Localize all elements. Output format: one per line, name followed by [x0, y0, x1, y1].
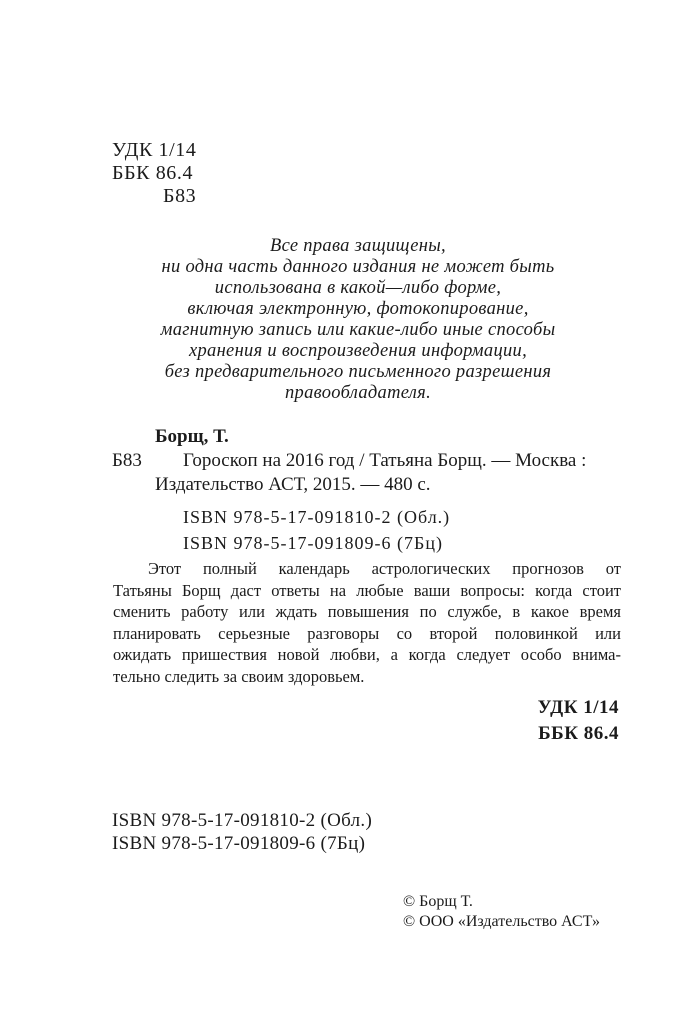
isbn-line: ISBN 978-5-17-091809-6 (7Бц): [183, 533, 443, 553]
rights-notice-line: включая электронную, фотокопирование,: [187, 299, 529, 319]
bibliographic-entry: [0, 425, 691, 497]
catalog-codes-right: [538, 695, 619, 747]
annotation-line: тельно следить за своим здоровьем.: [113, 666, 365, 686]
annotation-line: Этот полный календарь астрологических прогнозов от: [148, 559, 621, 578]
copyright-line: © Борщ Т.: [403, 893, 473, 910]
isbn-main-block: [112, 809, 372, 855]
rights-notice-line: правообладателя.: [285, 383, 431, 403]
top-catalog-codes: [112, 139, 196, 208]
catalog-title-line: Гороскоп на 2016 год / Татьяна Борщ. — Москва :: [183, 450, 587, 471]
catalog-author-sign-code: Б83: [112, 450, 142, 471]
annotation-line: сменить работу или ждать повышения по службе, в какое время: [113, 602, 621, 621]
copyright-line: © ООО «Издательство АСТ»: [403, 913, 600, 930]
rights-notice-line: без предварительного письменного разрешения: [164, 362, 552, 382]
bbk-code-right: ББК 86.4: [538, 723, 619, 744]
isbn-line: ISBN 978-5-17-091810-2 (Обл.): [183, 507, 451, 527]
bbk-code-top: ББК 86.4: [112, 162, 194, 184]
isbn-line: ISBN 978-5-17-091809-6 (7Бц): [112, 833, 366, 854]
annotation-line: ожидать пришествия новой любви, а когда следует особо внима-: [113, 645, 621, 664]
udk-code-right: УДК 1/14: [537, 697, 619, 718]
annotation-paragraph: [113, 558, 621, 687]
catalog-author: Борщ, Т.: [155, 426, 229, 447]
rights-notice-line: хранения и воспроизведения информации,: [188, 341, 528, 361]
rights-notice-line: Все права защищены,: [270, 236, 446, 256]
isbn-line: ISBN 978-5-17-091810-2 (Обл.): [112, 810, 373, 831]
udk-code-top: УДК 1/14: [112, 139, 197, 161]
catalog-title-row: [0, 449, 691, 473]
annotation-line: планировать серьезные разговоры со второй половинкой или: [113, 623, 621, 643]
rights-notice: [65, 236, 651, 404]
rights-notice-line: магнитную запись или какие-либо иные способы: [160, 320, 556, 340]
rights-notice-line: использована в какой—либо форме,: [214, 278, 502, 298]
author-sign-code-top: Б83: [163, 185, 197, 207]
annotation-line: Татьяны Борщ даст ответы на любые ваши вопросы: когда стоит: [113, 580, 621, 600]
isbn-catalog-block: [183, 504, 450, 556]
copyright-block: [403, 892, 600, 932]
rights-notice-line: ни одна часть данного издания не может быть: [161, 257, 555, 277]
catalog-publisher-line: Издательство АСТ, 2015. — 480 с.: [155, 474, 431, 495]
